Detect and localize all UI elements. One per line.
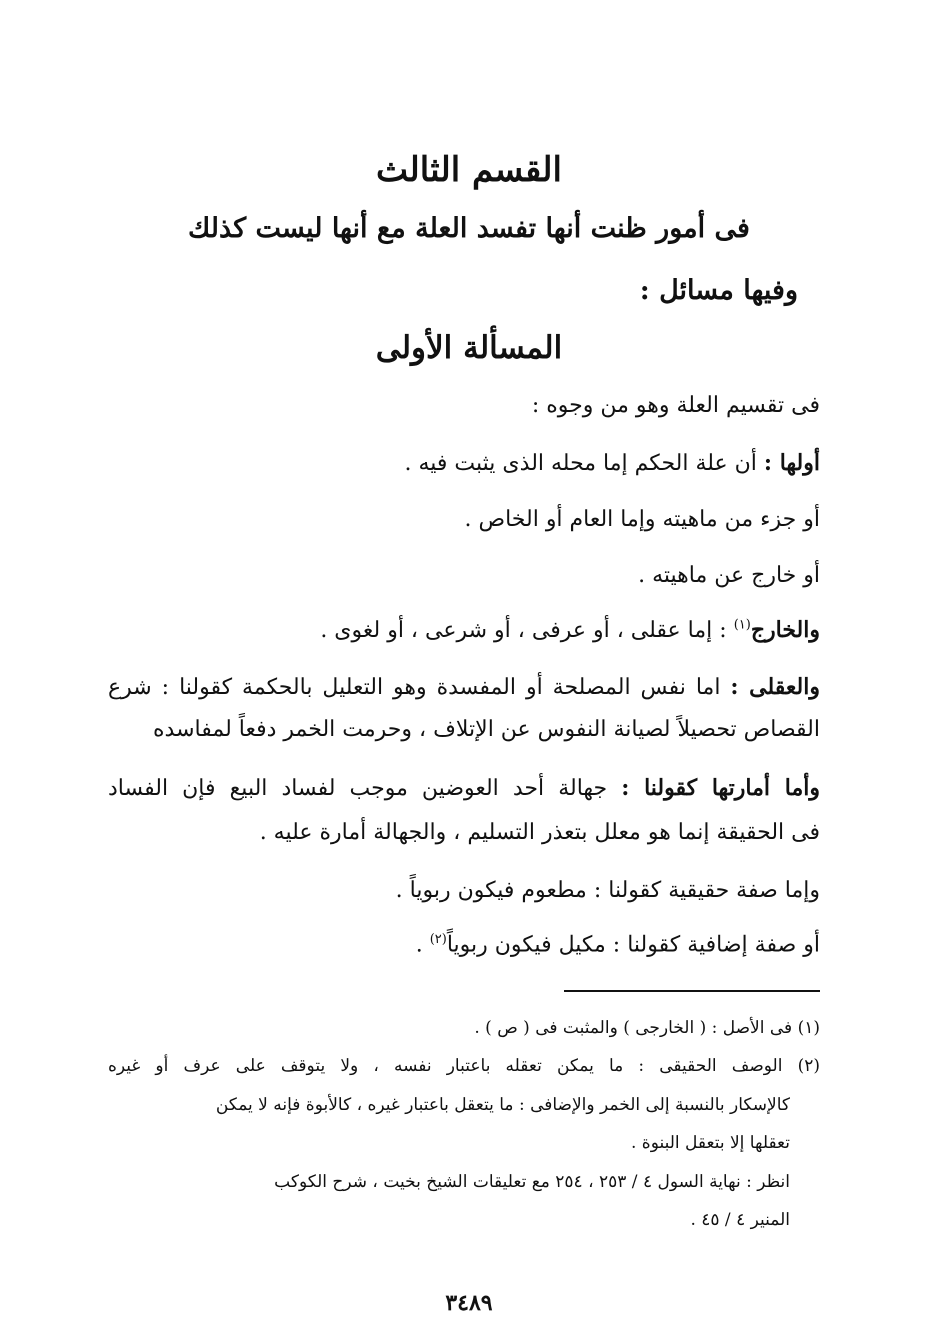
- section-intro: وفيها مسائل :: [639, 275, 798, 306]
- paragraph-2-text: أن علة الحكم إما محله الذى يثبت فيه .: [404, 451, 757, 476]
- paragraph-6-line-1: [108, 674, 820, 700]
- paragraph-3: أو جزء من ماهيته وإما العام أو الخاص .: [464, 507, 820, 532]
- paragraph-5: [320, 617, 820, 643]
- footnote-ref-1: (١): [733, 617, 751, 633]
- footnote-2-line-1: (٢) الوصف الحقيقى : ما يمكن تعقله باعتبار نفسه ، ولا يتوقف على عرف أو غيره: [108, 1056, 820, 1076]
- paragraph-2: [405, 450, 821, 476]
- paragraph-5-label: والخارج: [750, 617, 820, 643]
- paragraph-5-text: : إما عقلى ، أو عرفى ، أو شرعى ، أو لغوى .: [320, 618, 727, 643]
- footnote-3-line-1: انظر : نهاية السول ٤ / ٢٥٣ ، ٢٥٤ مع تعليقات الشيخ بخيت ، شرح الكوكب: [274, 1172, 790, 1192]
- footnote-1: (١) فى الأصل : ( الخارجى ) والمثبت فى ( ص ) .: [474, 1018, 820, 1038]
- paragraph-6-text-1: اما نفس المصلحة أو المفسدة وهو التعليل بالحكمة كقولنا : شرع: [108, 675, 721, 700]
- paragraph-2-label: أولها :: [763, 450, 820, 476]
- footnote-ref-2: (٢): [429, 932, 447, 947]
- paragraph-9-text: أو صفة إضافية كقولنا : مكيل فيكون ربوياً: [446, 932, 820, 958]
- footnote-2-line-3: تعقلها إلا بتعقل البنوة .: [630, 1133, 790, 1153]
- paragraph-7-text-1: جهالة أحد العوضين موجب لفساد البيع فإن الفساد: [108, 776, 608, 801]
- paragraph-9: [416, 932, 820, 957]
- paragraph-7-line-2: فى الحقيقة إنما هو معلل بتعذر التسليم ، والجهالة أمارة عليه .: [259, 820, 820, 845]
- paragraph-9-end: .: [415, 932, 423, 958]
- paragraph-1: فى تقسيم العلة وهو من وجوه :: [531, 393, 820, 418]
- paragraph-6-label: والعقلى :: [730, 674, 820, 700]
- issue-title: المسألة الأولى: [375, 330, 563, 366]
- paragraph-8: وإما صفة حقيقية كقولنا : مطعوم فيكون ربوياً .: [395, 878, 820, 903]
- paragraph-7-line-1: [108, 775, 820, 801]
- section-title: القسم الثالث: [376, 150, 562, 190]
- section-subtitle: فى أمور ظنت أنها تفسد العلة مع أنها ليست كذلك: [188, 213, 750, 244]
- footnote-3-line-2: المنير ٤ / ٤٥ .: [690, 1210, 790, 1230]
- footnote-divider: [564, 990, 820, 992]
- paragraph-6-line-2: القصاص تحصيلاً لصيانة النفوس عن الإتلاف ، وحرمت الخمر دفعاً لمفاسده: [153, 717, 820, 742]
- page-number: ٣٤٨٩: [445, 1290, 493, 1316]
- paragraph-4: أو خارج عن ماهيته .: [638, 563, 820, 588]
- footnote-2-line-2: كالإسكار بالنسبة إلى الخمر والإضافى : ما يتعقل باعتبار غيره ، كالأبوة فإنه لا يمكن: [215, 1095, 790, 1115]
- paragraph-7-label: وأما أمارتها كقولنا :: [621, 775, 820, 801]
